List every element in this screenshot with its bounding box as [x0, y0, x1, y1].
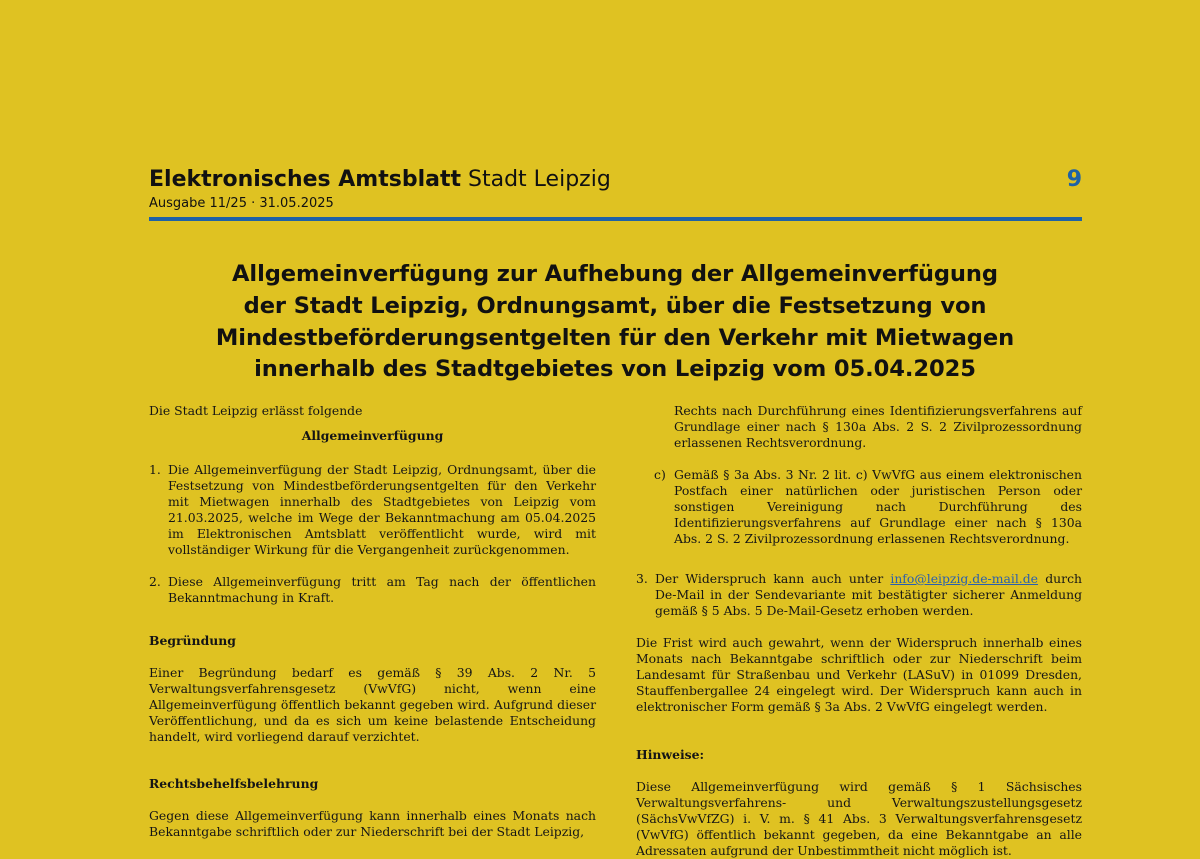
- right-column: [636, 403, 1082, 859]
- publication-title: [149, 165, 611, 195]
- notes-text: Diese Allgemeinverfügung wird gemäß § 1 Sächsisches Verwaltungsverfahrens- und Verwaltungszustellungsgesetz (SächsVwVfZG) i. V. m. § 41 Abs. 3 Verwaltungsverfahrensgesetz (VwVfG) öffentlich bekannt gegeben, da eine Bekanntgabe an alle Adressaten aufgrund der Unbestimmtheit nicht möglich ist.: [636, 779, 1082, 858]
- document-title-line: Mindestbeförderungsentgelten für den Verkehr mit Mietwagen: [215, 324, 1015, 351]
- demail-link[interactable]: info@leipzig.de-mail.de: [890, 571, 1039, 586]
- list-item-text-end: durch De-Mail in der Sendevariante mit bestätigter sicherer Anmeldung gemäß § 5 Abs. 5 De-Mail-Gesetz erhoben werden.: [655, 571, 1082, 618]
- list-item-text: [655, 571, 1082, 619]
- notes-heading: Hinweise:: [636, 747, 705, 762]
- list-item: [149, 462, 596, 558]
- page-number: 9: [1066, 167, 1082, 192]
- list-item: [149, 574, 596, 606]
- remedy-text: Gegen diese Allgemeinverfügung kann innerhalb eines Monats nach Bekanntgabe schriftlich oder zur Niederschrift bei der Stadt Leipzig,: [149, 808, 596, 839]
- deadline-text: Die Frist wird auch gewahrt, wenn der Widerspruch innerhalb eines Monats nach Bekanntgabe schriftlich oder zur Niederschrift beim Landesamt für Straßenbau und Verkehr (LASuV) in 01099 Dresden, Stauffenbergallee 24 eingelegt wird. Der Widerspruch kann auch in elektronischer Form gemäß § 3a Abs. 2 VwVfG eingelegt werden.: [636, 635, 1082, 714]
- decree-heading: Allgemeinverfügung: [301, 428, 444, 443]
- publication-title-bold: Elektronisches Amtsblatt: [149, 167, 462, 192]
- list-marker: 1.: [149, 462, 161, 477]
- reasoning-text: Einer Begründung bedarf es gemäß § 39 Abs. 2 Nr. 5 Verwaltungsverfahrensgesetz (VwVfG) nicht, wenn eine Allgemeinverfügung öffentlich bekannt gegeben wird. Aufgrund dieser Veröffentlichung, und da es sich um keine belastende Entscheidung handelt, wird vorliegend darauf verzichtet.: [149, 665, 596, 744]
- list-item-text: Die Allgemeinverfügung der Stadt Leipzig, Ordnungsamt, über die Festsetzung von Mindestbeförderungsentgelten für den Verkehr mit Mietwagen innerhalb des Stadtgebietes von Leipzig vom 21.03.2025, welche im Wege der Bekanntmachung am 05.04.2025 im Elektronischen Amtsblatt veröffentlicht wurde, wird mit vollständiger Wirkung für die Vergangenheit zurückgenommen.: [168, 462, 596, 557]
- publication-title-city: Stadt Leipzig: [468, 167, 611, 192]
- document-title-line: innerhalb des Stadtgebietes von Leipzig vom 05.04.2025: [254, 356, 976, 383]
- continuation-text: Rechts nach Durchführung eines Identifizierungsverfahrens auf Grundlage einer nach § 130a Abs. 2 S. 2 Zivilprozessordnung erlassenen Rechtsverordnung.: [674, 403, 1082, 450]
- list-marker: 3.: [636, 571, 648, 586]
- list-marker: c): [654, 467, 666, 482]
- left-column: [149, 403, 596, 840]
- reasoning-heading: Begründung: [149, 633, 236, 648]
- list-item-text-start: Der Widerspruch kann auch unter: [655, 571, 884, 586]
- list-item-text: Diese Allgemeinverfügung tritt am Tag nach der öffentlichen Bekanntmachung in Kraft.: [168, 574, 596, 605]
- header-divider: [149, 217, 1082, 221]
- list-item-text: Gemäß § 3a Abs. 3 Nr. 2 lit. c) VwVfG aus einem elektronischen Postfach einer natürlichen oder juristischen Person oder sonstigen Vereinigung nach Durchführung des Identifizierungsverfahrens auf Grundlage einer nach § 130a Abs. 2 S. 2 Zivilprozessordnung erlassenen Rechtsverordnung.: [674, 467, 1082, 546]
- document-title: [140, 259, 1090, 386]
- document-title-line: Allgemeinverfügung zur Aufhebung der Allgemeinverfügung: [232, 261, 998, 287]
- issue-date: Ausgabe 11/25 · 31.05.2025: [149, 196, 334, 211]
- intro-text: Die Stadt Leipzig erlässt folgende: [149, 403, 363, 418]
- remedy-heading: Rechtsbehelfsbelehrung: [149, 776, 319, 791]
- list-marker: 2.: [149, 574, 161, 589]
- list-item: [636, 467, 1082, 547]
- list-item: [636, 571, 1082, 619]
- document-title-line: der Stadt Leipzig, Ordnungsamt, über die Festsetzung von: [243, 292, 987, 319]
